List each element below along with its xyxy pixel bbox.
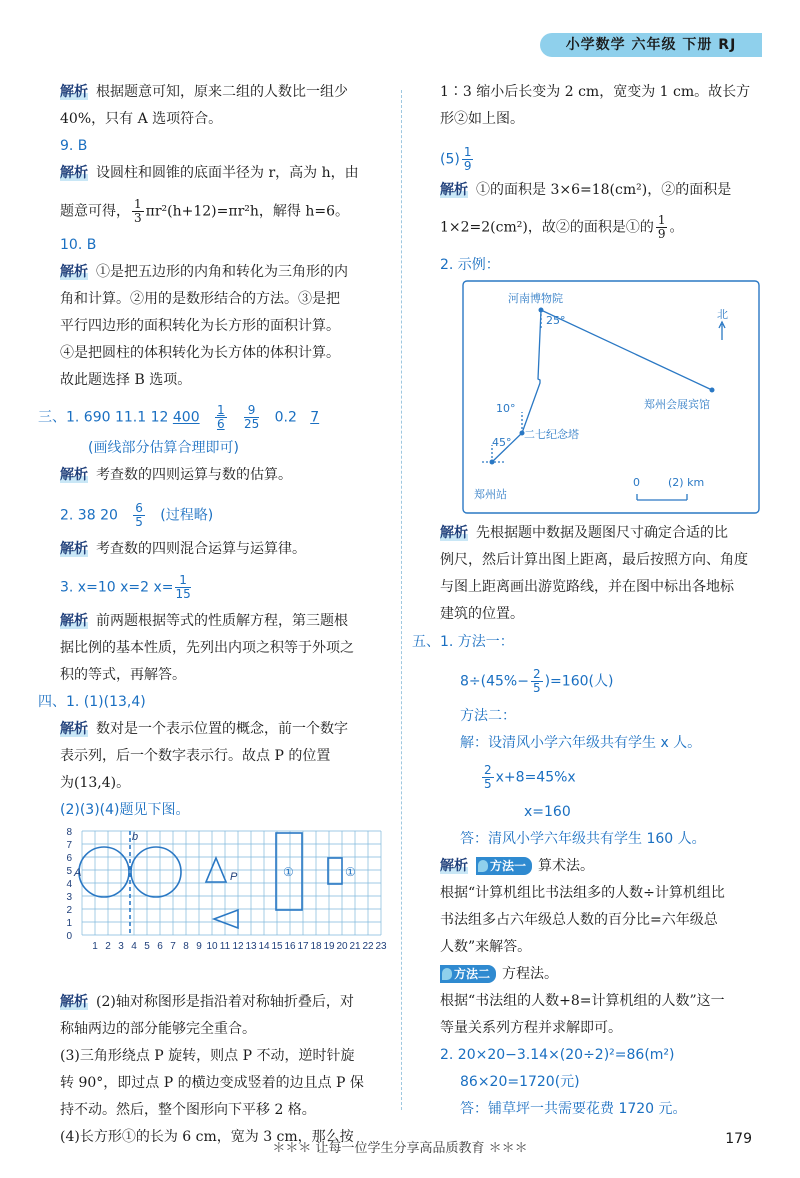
x-tick-label: 9 (196, 941, 202, 952)
text-line: 方程法。 (502, 966, 559, 982)
text-line: 算术法。 (538, 858, 595, 874)
analysis-label: 解析 (60, 165, 88, 181)
x-tick-label: 21 (349, 941, 361, 952)
text-line: (2)轴对称图形是指沿着对称轴折叠后，对 (96, 994, 354, 1010)
text-line: 转 90°，即过点 P 的横边变成竖着的边且点 P 保 (60, 1075, 364, 1091)
text-line: 称轴两边的部分能够完全重合。 (60, 1021, 256, 1037)
x-tick-label: 1 (92, 941, 98, 952)
x-tick-label: 11 (219, 941, 231, 952)
text-line: 书法组多占六年级总人数的百分比=六年级总 (440, 912, 718, 928)
text-line: 题意可得， (60, 203, 130, 220)
answer-2d: 答：铺草坪一共需要花费 1720 元。 (460, 1101, 687, 1117)
label-north: 北 (717, 308, 728, 321)
text-line: 与图上距离画出游览路线，并在图中标出各地标 (440, 579, 734, 595)
x-tick-label: 8 (183, 941, 189, 952)
text-line: (3)三角形绕点 P 旋转，则点 P 不动，逆时针旋 (60, 1048, 355, 1064)
text-line: 积的等式，再解答。 (60, 667, 186, 683)
y-tick-label: 8 (66, 827, 72, 838)
label-circle-1: ① (283, 865, 294, 879)
header-banner: 小学数学 六年级 下册 RJ (540, 33, 762, 57)
y-tick-label: 4 (66, 879, 72, 890)
page-number: 179 (725, 1131, 752, 1147)
angle-45: 45° (492, 436, 512, 449)
x-tick-label: 10 (206, 941, 218, 952)
analysis-label: 解析 (440, 182, 468, 198)
text-line: 根据“书法组的人数+8=计算机组的人数”这一 (440, 993, 725, 1009)
answer-9: 9. B (60, 138, 88, 154)
text-line: 考查数的四则混合运算与运算律。 (96, 541, 306, 557)
left-column (38, 0, 390, 1178)
note: (2)(3)(4)题见下图。 (60, 802, 190, 818)
text-line: 持不动。然后，整个图形向下平移 2 格。 (60, 1102, 316, 1118)
x-tick-label: 18 (310, 941, 322, 952)
analysis-label: 解析 (60, 721, 88, 737)
footer-slogan: ＊＊＊ 让每一位学生分享高品质教育 ＊＊＊ (272, 1141, 528, 1156)
label-P: P (230, 871, 238, 883)
answer-10: 10. B (60, 237, 97, 253)
text-line: 40%，只有 A 选项符合。 (60, 111, 223, 127)
fraction-one-third: $\frac{1}{3}$ (134, 197, 142, 225)
y-tick-label: 0 (66, 931, 72, 942)
equation-2: $\frac{2}{5}$ x+8=45%x (484, 763, 576, 791)
y-tick-label: 6 (66, 853, 72, 864)
label-circle-1b: ① (345, 865, 356, 879)
text-line: 故此题选择 B 选项。 (60, 372, 192, 388)
angle-10: 10° (496, 402, 516, 415)
x-tick-label: 17 (297, 941, 309, 952)
text-line: 形②如上图。 (440, 111, 524, 127)
answer-s5-1: 五、1. 方法一： (412, 634, 514, 650)
x-tick-label: 22 (362, 941, 374, 952)
note: (画线部分估算合理即可) (88, 440, 239, 456)
text-line: 人数”来解答。 (440, 939, 532, 955)
x-tick-label: 13 (245, 941, 257, 952)
analysis-label: 解析 (440, 525, 468, 541)
x-tick-label: 14 (258, 941, 270, 952)
text-line: ①是把五边形的内角和转化为三角形的内 (96, 264, 348, 280)
y-tick-label: 7 (66, 840, 72, 851)
circle-left (79, 847, 129, 897)
answer-s4-1: 四、1. (1)(13,4) (38, 694, 146, 710)
text-line: 表示列，后一个数字表示行。故点 P 的位置 (60, 748, 331, 764)
text-line: 平行四边形的面积转化为长方形的面积计算。 (60, 318, 340, 334)
text-line: πr²(h+12)=πr²h，解得 h=6。 (145, 203, 349, 220)
answer-statement: 答：清风小学六年级共有学生 160 人。 (460, 831, 706, 847)
y-tick-label: 5 (66, 866, 72, 877)
answer-2b: 2. 20×20−3.14×(20÷2)²=86(m²) (440, 1047, 675, 1063)
route-map (462, 280, 762, 516)
text-line: 根据题意可知，原来二组的人数比一组少 (96, 84, 348, 100)
solution-setup: 解：设清风小学六年级共有学生 x 人。 (460, 735, 702, 751)
x-tick-label: 7 (170, 941, 176, 952)
y-tick-label: 3 (66, 892, 72, 903)
label-station: 郑州站 (474, 488, 507, 501)
text-line: 角和计算。②用的是数形结合的方法。③是把 (60, 291, 340, 307)
text-line: 例尺，然后计算出图上距离，最后按照方向、角度 (440, 552, 748, 568)
triangle-rotated (214, 910, 238, 928)
label-hotel: 郑州会展宾馆 (644, 398, 710, 411)
text-line: 1∶3 缩小后长变为 2 cm，宽变为 1 cm。故长方 (440, 84, 751, 100)
x-tick-label: 4 (131, 941, 137, 952)
text-line: ④是把圆柱的体积转化为长方体的体积计算。 (60, 345, 340, 361)
analysis-label: 解析 (60, 84, 88, 100)
equation-3: x=160 (524, 804, 571, 820)
scale-label: (2) km (668, 476, 705, 489)
text-line: 等量关系列方程并求解即可。 (440, 1020, 622, 1036)
equation-1: 8÷(45%− $\frac{2}{5}$ )=160(人) (460, 667, 614, 695)
answer-2-example: 2. 示例： (440, 257, 500, 273)
text-line: 数对是一个表示位置的概念，前一个数字 (96, 721, 348, 737)
analysis-label: 解析 (60, 994, 88, 1010)
circle-right (131, 847, 181, 897)
text-line: 考查数的四则运算与数的估算。 (96, 467, 292, 483)
analysis-label: 解析 (60, 264, 88, 280)
y-tick-label: 1 (66, 918, 72, 929)
text-line: 前两题根据等式的性质解方程，第三题根 (96, 613, 348, 629)
text-line: 设圆柱和圆锥的底面半径为 r，高为 h，由 (96, 165, 359, 181)
analysis-label: 解析 (60, 613, 88, 629)
text-line: 先根据题中数据及题图尺寸确定合适的比 (476, 525, 728, 541)
text-line: 据比例的基本性质，先列出内项之积等于外项之 (60, 640, 354, 656)
column-divider (401, 90, 402, 1110)
analysis-label: 解析 (60, 467, 88, 483)
answer-s3-1: 三、1. 690 11.1 12 400 $\frac{1}{6}$ $\frac{9}{25}$ 0.2 7 (38, 403, 320, 431)
answer-s3-2: 2. 38 20 $\frac{6}{5}$ (过程略) (60, 501, 214, 529)
label-museum: 河南博物院 (508, 292, 563, 305)
text-line: 根据“计算机组比书法组多的人数÷计算机组比 (440, 885, 725, 901)
answer-5: (5) $\frac{1}{9}$ (440, 145, 472, 173)
text-line: 为(13,4)。 (60, 775, 131, 791)
right-column: 1∶3 缩小后长变为 2 cm，宽变为 1 cm。故长方 形②如上图。 (5) $\frac{1}{9}$ 解析 ①的面积是 3×6=18(cm²)，②的面积是 1×2=2(cm²)，故②的面积是①的 $\frac{1}{9}$ 。 2. 示例： 解析 先根据题中数据及题图尺寸确定合适的比 例尺，然后计算出图上距离，最后按照方向、角度 与图上距离画出游览路线，并在图中标出各地标 建筑的位置。 五、1. 方法一： 8÷(45%− $\frac{2}{5}$ )=160(人) 方法二： 解：设清风小学六年级共有学生 x 人。 $\frac{2}{5}$ x+8=45%x x=160 答：清风小学六年级共有学生 160 人。 解析 方法一 算术法。 根据“计算机组比书法组多的人数÷计算机组比 书法组多占六年级总人数的百分比=六年级总 人数”来解答。 方法二 方程法。 根据“书法组的人数+8=计算机组的人数”这一 等量关系列方程并求解即可。 2. 20×20−3.14×(20÷2)²=86(m²) 86×20=1720(元) 答：铺草坪一共需要花费 1720 元。 (412, 84, 751, 1117)
text-line: (4)长方形①的长为 6 cm，宽为 3 cm，那么按 (60, 1129, 354, 1145)
text-line: 建筑的位置。 (440, 606, 524, 622)
grid-figure (56, 826, 387, 954)
method-2-label: 方法二： (460, 708, 516, 724)
x-tick-label: 2 (105, 941, 111, 952)
text-line: ①的面积是 3×6=18(cm²)，②的面积是 (476, 182, 732, 198)
answer-2c: 86×20=1720(元) (460, 1074, 580, 1090)
x-tick-label: 5 (144, 941, 150, 952)
scale-zero: 0 (633, 476, 640, 489)
analysis-label: 解析 (440, 858, 468, 874)
analysis-label: 解析 (60, 541, 88, 557)
label-A: A (74, 867, 82, 879)
x-tick-label: 6 (157, 941, 163, 952)
text-line: 1×2=2(cm²)，故②的面积是①的 (440, 219, 654, 236)
label-tower: 二七纪念塔 (524, 428, 579, 441)
rectangle-2 (328, 858, 342, 884)
answer-s3-3: 3. x=10 x=2 x= $\frac{1}{15}$ (60, 573, 191, 601)
y-tick-label: 2 (66, 905, 72, 916)
x-tick-label: 12 (232, 941, 244, 952)
x-tick-label: 23 (375, 941, 387, 952)
label-b: b (132, 831, 139, 843)
x-tick-label: 15 (271, 941, 283, 952)
x-tick-label: 3 (118, 941, 124, 952)
x-tick-label: 19 (323, 941, 335, 952)
method-1-tag: 方法一 (476, 857, 532, 875)
angle-25: 25° (546, 314, 566, 327)
x-tick-label: 16 (284, 941, 296, 952)
method-2-tag: 方法二 (440, 965, 496, 983)
x-tick-label: 20 (336, 941, 348, 952)
